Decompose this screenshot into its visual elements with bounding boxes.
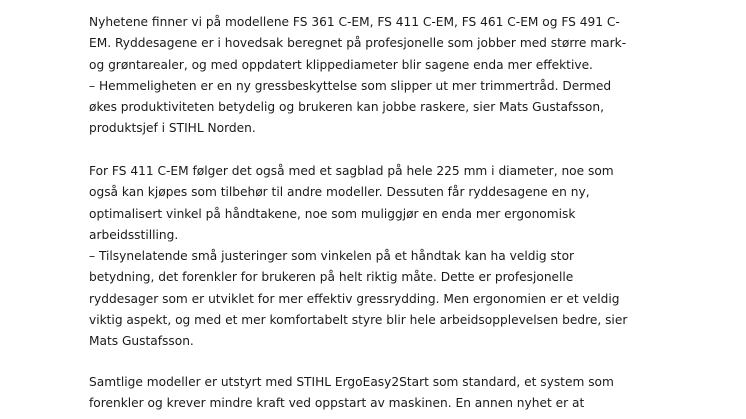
paragraph-new-models [89, 12, 664, 140]
paragraph-saw-blade-ergonomics [89, 161, 664, 353]
text-line: For FS 411 C-EM følger det også med et sagblad på hele 225 mm i diameter, noe som [89, 164, 614, 178]
text-line: produktsjef i STIHL Norden. [89, 121, 256, 136]
paragraph-ergoeasy2start [89, 372, 664, 415]
text-line: Mats Gustafsson. [89, 334, 194, 349]
text-line: ryddesager som er utviklet for mer effektiv gressrydding. Men ergonomien er et veldig [89, 291, 620, 306]
text-line: økes produktiviteten betydelig og brukeren kan jobbe raskere, sier Mats Gustafsson, [89, 100, 604, 115]
text-line: også kan kjøpes som tilbehør til andre modeller. Dessuten får ryddesagene en ny, [89, 185, 590, 200]
text-line: – Hemmeligheten er en ny gressbeskyttelse som slipper ut mer trimmertråd. Dermed [89, 78, 612, 93]
text-line: forenkler og krever mindre kraft ved oppstart av maskinen. En annen nyhet er at [89, 396, 585, 411]
text-line: Samtlige modeller er utstyrt med STIHL ErgoEasy2Start som standard, et system som [89, 375, 614, 389]
text-line: optimalisert vinkel på håndtakene, noe som muliggjør en enda mer ergonomisk [89, 206, 576, 221]
text-line: arbeidsstilling. [89, 227, 179, 242]
text-line: og grøntarealer, og med oppdatert klippediameter blir sagene enda mer effektive. [89, 57, 593, 72]
text-line: viktig aspekt, og med et mer komfortabelt styre blir hele arbeidsopplevelsen bedre, sier [89, 313, 628, 328]
text-line: – Tilsynelatende små justeringer som vinkelen på et håndtak kan ha veldig stor [89, 249, 575, 264]
text-line: EM. Ryddesagene er i hovedsak beregnet på profesjonelle som jobber med større mark- [89, 36, 627, 51]
text-line: Nyhetene finner vi på modellene FS 361 C-EM, FS 411 C-EM, FS 461 C-EM og FS 491 C- [89, 15, 620, 29]
text-line: betydning, det forenkler for brukeren på helt riktig måte. Dette er profesjonelle [89, 270, 574, 285]
